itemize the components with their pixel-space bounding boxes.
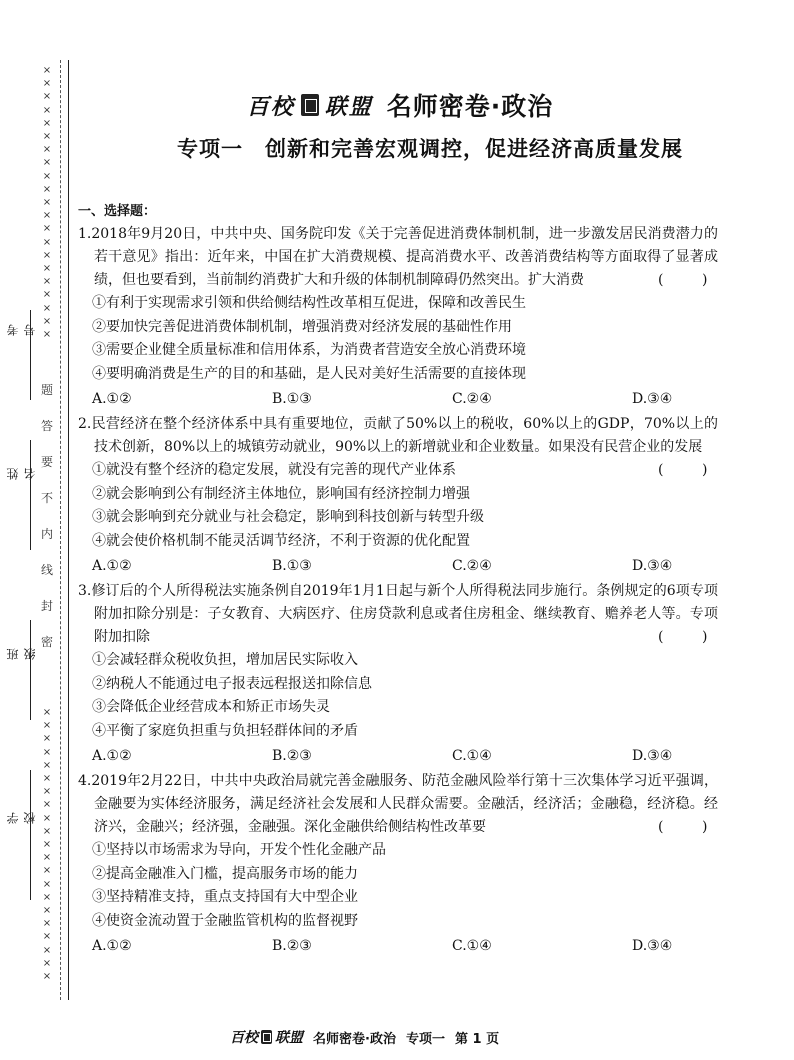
class-blank[interactable]	[30, 620, 31, 720]
answer-choice[interactable]: A.①②	[92, 938, 132, 954]
answer-choice[interactable]: A.①②	[92, 391, 132, 407]
question-stem: 1.2018年9月20日，中共中央、国务院印发《关于完善促进消费体制机制，进一步激发居民消费潜力的若干意见》指出：近年来，中国在扩大消费规模、提高消费水平、改善消费结构等方面取得了显著成绩，但也要看到，当前制约消费扩大和升级的体制机制障碍仍然突出。扩大消费 ( )	[78, 223, 718, 292]
question-2	[78, 413, 718, 579]
answer-choice[interactable]: C.②④	[452, 558, 492, 574]
seal-word: 要	[40, 455, 53, 469]
statement-option: ①有利于实现需求引领和供给侧结构性改革相互促进，保障和改善民生	[92, 295, 526, 311]
statement-option: ②提高金融准入门槛，提高服务市场的能力	[92, 865, 358, 882]
name-blank[interactable]	[30, 440, 31, 550]
statement-option: ①坚持以市场需求为导向，开发个性化金融产品	[92, 842, 386, 858]
answer-choices	[78, 553, 718, 579]
statement-option: ④平衡了家庭负担重与负担轻群体间的矛盾	[92, 722, 358, 739]
seal-word: 不	[40, 491, 53, 505]
answer-choice[interactable]: A.①②	[92, 558, 132, 574]
answer-choice[interactable]: C.①④	[452, 938, 492, 954]
question-area	[78, 200, 718, 960]
dashed-cut-line	[60, 60, 61, 1000]
answer-choice[interactable]: C.②④	[452, 391, 492, 407]
answer-choice[interactable]: B.②③	[272, 938, 312, 954]
seal-word: 题	[40, 383, 53, 397]
brand-logo: 百校 联盟	[246, 93, 373, 120]
answer-choice[interactable]: B.①③	[272, 558, 312, 574]
answer-choice[interactable]: B.②③	[272, 748, 312, 764]
seal-word: 答	[40, 419, 53, 433]
footer-page-number: 第 1 页	[454, 1031, 500, 1047]
page-footer	[230, 1026, 610, 1048]
answer-blank[interactable]: ( )	[658, 629, 708, 645]
page-border-line	[68, 60, 69, 1000]
answer-choice[interactable]: D.③④	[632, 558, 673, 574]
exam-number-blank[interactable]	[30, 310, 31, 400]
school-blank[interactable]	[30, 770, 31, 900]
question-stem: 4.2019年2月22日，中共中央政治局就完善金融服务、防范金融风险举行第十三次集体学习近平强调，金融要为实体经济服务，满足经济社会发展和人民群众需要。金融活，经济活；金融稳，经济稳。经济兴，金融兴；经济强，金融强。深化金融供给侧结构性改革要 ( )	[78, 770, 718, 839]
answer-choice[interactable]: D.③④	[632, 938, 673, 954]
answer-choice[interactable]: D.③④	[632, 391, 673, 407]
paper-header	[200, 88, 600, 122]
statement-option: ②就会影响到公有制经济主体地位，影响国有经济控制力增强	[92, 485, 470, 502]
answer-choice[interactable]: A.①②	[92, 748, 132, 764]
statement-option: ③就会影响到充分就业与社会稳定，影响到科技创新与转型升级	[92, 509, 484, 525]
answer-choice[interactable]: C.①④	[452, 748, 492, 764]
x-marks-top: × × × × × × × × × × × × × × × × × × × × ×	[42, 65, 52, 341]
answer-choices	[78, 933, 718, 959]
seal-icon	[261, 1030, 272, 1044]
seal-word: 内	[40, 527, 53, 541]
answer-blank[interactable]: ( )	[658, 819, 708, 835]
statement-option: ③会降低企业经营成本和矫正市场失灵	[92, 699, 330, 715]
question-list	[78, 223, 718, 959]
statement-option: ③需要企业健全质量标准和信用体系，为消费者营造安全放心消费环境	[92, 342, 526, 358]
paper-subtitle: 专项一 创新和完善宏观调控，促进经济高质量发展	[177, 137, 683, 161]
question-stem: 3.修订后的个人所得税法实施条例自2019年1月1日起与新个人所得税法同步施行。条例规定的6项专项附加扣除分别是：子女教育、大病医疗、住房贷款利息或者住房租金、继续教育、赡养老人等。专项附加扣除 ( )	[78, 580, 718, 649]
answer-choices	[78, 743, 718, 769]
binding-margin: × × × × × × × × × × × × × × × × × × × × × × × × × × × × × × × × × × × × × × × × × × 题 答 要 不 内 线 封 密 考号 姓名 班级 学校	[0, 0, 70, 1060]
section-title: 一、选择题：	[78, 204, 157, 219]
seal-word: 封	[40, 599, 53, 613]
seal-word: 密	[40, 635, 53, 649]
question-1	[78, 223, 718, 412]
footer-series: 名师密卷·政治	[313, 1031, 396, 1047]
statement-option: ④使资金流动置于金融监管机构的监督视野	[92, 912, 358, 929]
answer-choice[interactable]: B.①③	[272, 391, 312, 407]
answer-choices	[78, 386, 718, 412]
statement-option: ②要加快完善促进消费体制机制，增强消费对经济发展的基础性作用	[92, 318, 512, 335]
question-stem: 2.民营经济在整个经济体系中具有重要地位，贡献了50%以上的税收，60%以上的GDP，70%以上的技术创新，80%以上的城镇劳动就业，90%以上的新增就业和企业数量。如果没有民营企业的发展 ( )	[78, 413, 718, 459]
seal-icon	[301, 94, 319, 116]
statement-option: ③坚持精准支持，重点支持国有大中型企业	[92, 889, 358, 905]
question-3	[78, 580, 718, 769]
statement-option: ①就没有整个经济的稳定发展，就没有完善的现代产业体系	[92, 462, 456, 478]
x-marks-bottom: × × × × × × × × × × × × × × × × × × × × ×	[42, 707, 52, 983]
series-title: 名师密卷·政治	[386, 92, 554, 121]
answer-blank[interactable]: ( )	[658, 462, 708, 478]
statement-option: ④就会使价格机制不能灵活调节经济，不利于资源的优化配置	[92, 532, 470, 549]
answer-blank[interactable]: ( )	[658, 272, 708, 288]
question-4	[78, 770, 718, 959]
statement-option: ②纳税人不能通过电子报表远程报送扣除信息	[92, 675, 372, 692]
statement-option: ①会减轻群众税收负担，增加居民实际收入	[92, 652, 358, 668]
answer-choice[interactable]: D.③④	[632, 748, 673, 764]
statement-option: ④要明确消费是生产的目的和基础，是人民对美好生活需要的直接体现	[92, 365, 526, 382]
seal-line-words	[40, 372, 54, 660]
footer-brand: 百校 联盟	[230, 1030, 303, 1046]
seal-word: 线	[40, 563, 53, 577]
footer-section: 专项一	[405, 1031, 445, 1047]
